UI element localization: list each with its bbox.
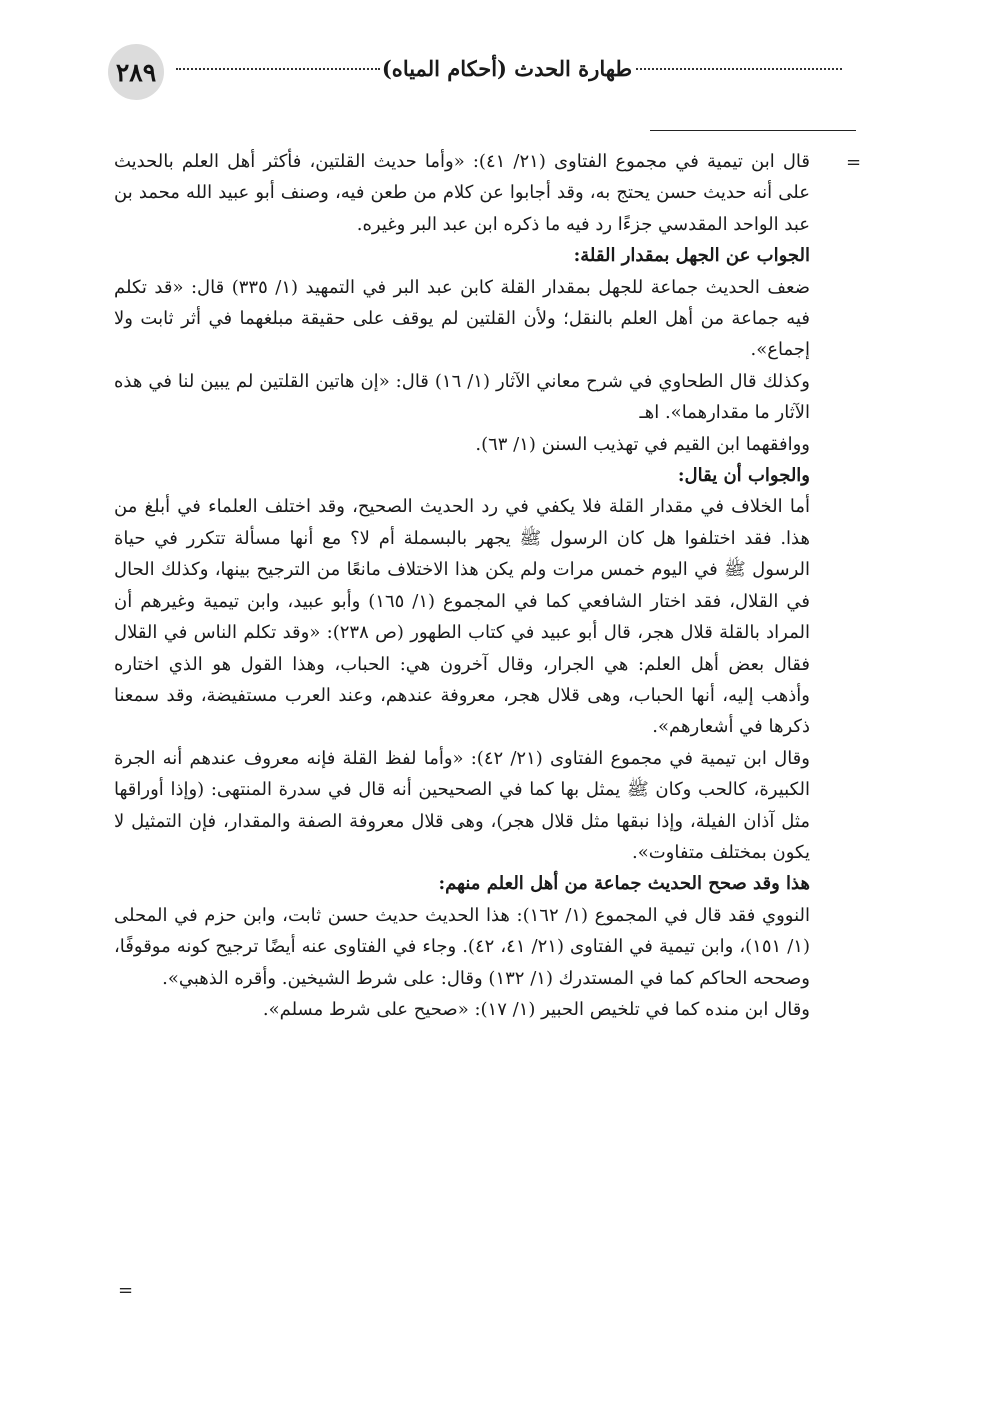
paragraph-ibn-taymiyya-qulla-word: وقال ابن تيمية في مجموع الفتاوى (٢١/ ٤٢): «وأما لفظ القلة فإنه معروف عندهم أنه الجرة الكبيرة، كالحب وكان ﷺ يمثل بها كما في الصحيحين أنه قال في سدرة المنتهى: (وإذا أوراقها مثل آذان الفيلة، وإذا نبقها مثل قلال هجر)، وهى قلال معروفة الصفة والمقدار، فإن التمثيل لا يكون بمختلف متفاوت». xyxy=(114,747,810,863)
heading-the-answer: والجواب أن يقال: xyxy=(677,465,810,487)
paragraph-nawawi-authentication: النووي فقد قال في المجموع (١/ ١٦٢): هذا الحديث حديث حسن ثابت، وابن حزم في المحلى (١/ ١٥١)، وابن تيمية في الفتاوى (٢١/ ٤١، ٤٢). وجاء في الفتاوى عنه أيضًا ترجيح كونه موقوفًا، وصححه الحاكم كما في المستدرك (١/ ١٣٢) وقال: على شرط الشيخين. وأقره الذهبي». xyxy=(114,904,810,989)
footnote-body xyxy=(114,146,810,1025)
heading-authenticators: هذا وقد صحح الحديث جماعة من أهل العلم منهم: xyxy=(438,873,810,895)
paragraph-ibn-al-qayyim: ووافقهما ابن القيم في تهذيب السنن (١/ ٦٣). xyxy=(475,433,810,455)
paragraph-ibn-mandah: وقال ابن منده كما في تلخيص الحبير (١/ ١٧): «صحيح على شرط مسلم». xyxy=(262,998,810,1020)
paragraph-ibn-taymiyya-qullatayn: قال ابن تيمية في مجموع الفتاوى (٢١/ ٤١): «وأما حديث القلتين، فأكثر أهل العلم بالحديث على أنه حديث حسن يحتج به، وقد أجابوا عن كلام من طعن فيه، وصنف أبو عبيد الله محمد بن عبد الواحد المقدسي جزءًا رد فيه ما ذكره ابن عبد البر وغيره. xyxy=(114,151,810,235)
running-header-title: طهارة الحدث (أحكام المياه) xyxy=(381,56,633,81)
page-number: ٢٨٩ xyxy=(108,44,164,100)
paragraph-ibn-abd-al-barr: ضعف الحديث جماعة للجهل بمقدار القلة كابن عبد البر في التمهيد (١/ ٣٣٥) قال: «قد تكلم فيه جماعة من أهل العلم بالنقل؛ ولأن القلتين لم يوقف على حقيقة مبلغهما في أثر ثابت ولا إجماع». xyxy=(114,276,811,361)
continuation-mark-bottom: = xyxy=(118,1280,134,1301)
paragraph-tahawi: وكذلك قال الطحاوي في شرح معاني الآثار (١/ ١٦) قال: «إن هاتين القلتين لم يبين لنا في هذه الآثار ما مقدارهما». اهـ xyxy=(114,370,810,424)
heading-answer-qulla-measure: الجواب عن الجهل بمقدار القلة: xyxy=(573,245,810,267)
footnote-separator-rule xyxy=(650,130,856,131)
header-dotted-leader-right xyxy=(636,68,842,70)
header-dotted-leader-left xyxy=(176,68,380,70)
continuation-mark-top: = xyxy=(846,152,862,173)
paragraph-disagreement-qulla: أما الخلاف في مقدار القلة فلا يكفي في رد الحديث الصحيح، وقد اختلف العلماء في أبلغ من هذا. فقد اختلفوا هل كان الرسول ﷺ يجهر بالبسملة أم لا؟ مع أنها مسألة تتكرر في حياة الرسول ﷺ في اليوم خمس مرات ولم يكن هذا الاختلاف مانعًا من الترجيح بينها، وكذلك الحال في القلال، فقد اختار الشافعي كما في المجموع (١/ ١٦٥) وأبو عبيد، وابن تيمية وغيرهم أن المراد بالقلة قلال هجر، قال أبو عبيد في كتاب الطهور (ص ٢٣٨): «وقد تكلم الناس في القلال فقال بعض أهل العلم: هي الجرار، وقال آخرون هي: الحباب، وهذا القول هو الذي اختاره وأذهب إليه، أنها الحباب، وهى قلال هجر، معروفة عندهم، وعند العرب مستفيضة، وقد سمعنا ذكرها في أشعارهم». xyxy=(114,496,811,738)
